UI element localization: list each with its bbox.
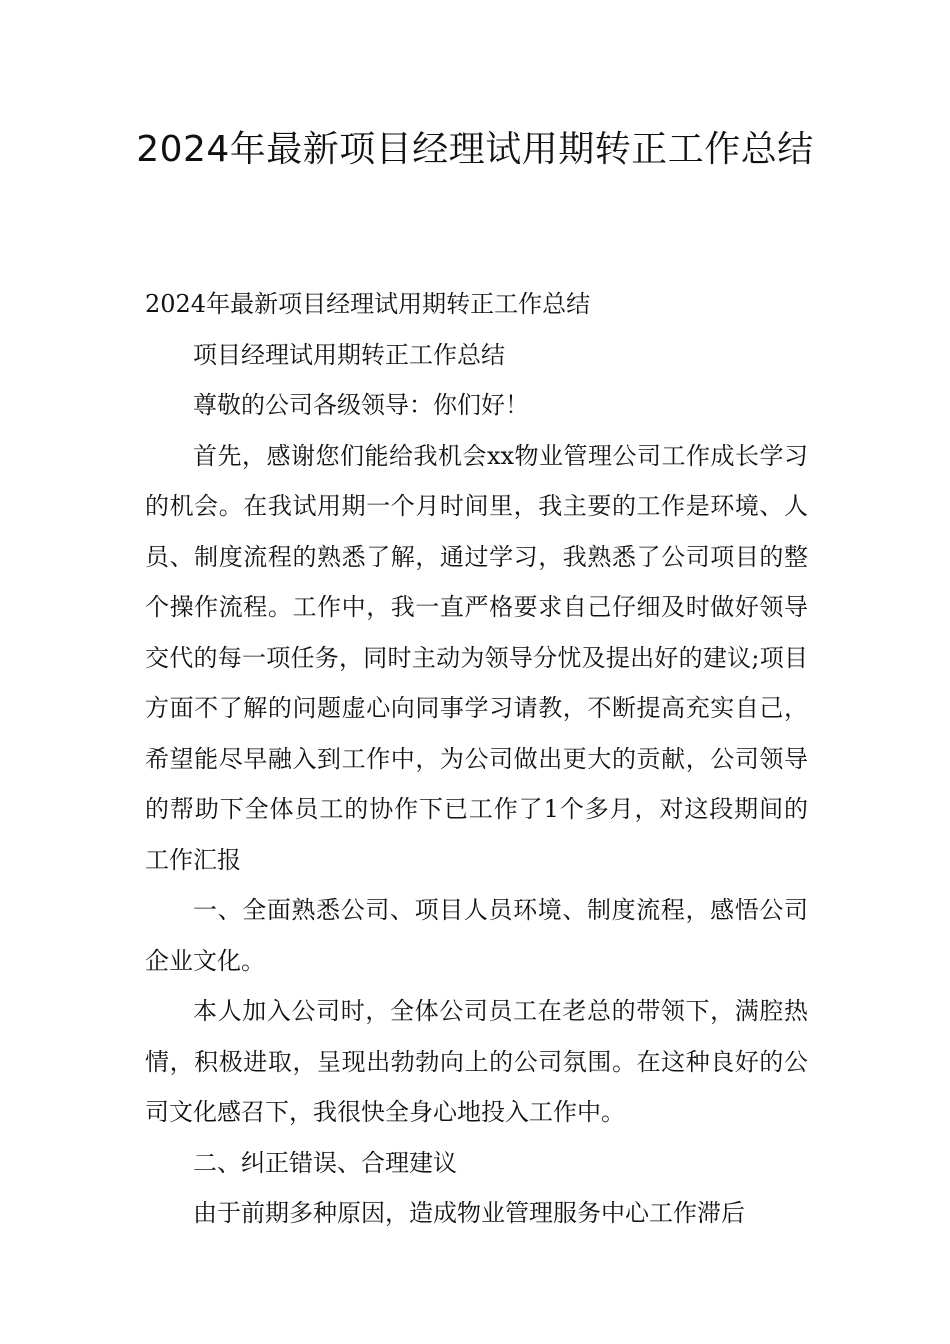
- paragraph-section-one-body: 本人加入公司时，全体公司员工在老总的带领下，满腔热情，积极进取，呈现出勃勃向上的公司氛围。在这种良好的公司文化感召下，我很快全身心地投入工作中。: [145, 997, 808, 1126]
- paragraph-section-two-heading: 二、纠正错误、合理建议: [193, 1148, 457, 1177]
- paragraph-heading-repeat: 2024年最新项目经理试用期转正工作总结: [145, 290, 591, 318]
- document-body: [145, 279, 808, 1239]
- paragraph-section-two-body: 由于前期多种原因，造成物业管理服务中心工作滞后: [193, 1199, 745, 1227]
- paragraph-intro: 首先，感谢您们能给我机会xx物业管理公司工作成长学习的机会。在我试用期一个月时间里，我主要的工作是环境、人员、制度流程的熟悉了解，通过学习，我熟悉了公司项目的整个操作流程。工作中，我一直严格要求自己仔细及时做好领导交代的每一项任务，同时主动为领导分忧及提出好的建议;项目方面不了解的问题虚心向同事学习请教，不断提高充实自己，希望能尽早融入到工作中，为公司做出更大的贡献，公司领导的帮助下全体员工的协作下已工作了1个多月，对这段期间的工作汇报: [145, 441, 808, 874]
- paragraph-section-one-heading: 一、全面熟悉公司、项目人员环境、制度流程，感悟公司企业文化。: [145, 896, 808, 975]
- paragraph-salutation: 尊敬的公司各级领导：你们好！: [193, 391, 529, 419]
- document-title: 2024年最新项目经理试用期转正工作总结: [136, 129, 814, 170]
- paragraph-subtitle: 项目经理试用期转正工作总结: [193, 340, 505, 369]
